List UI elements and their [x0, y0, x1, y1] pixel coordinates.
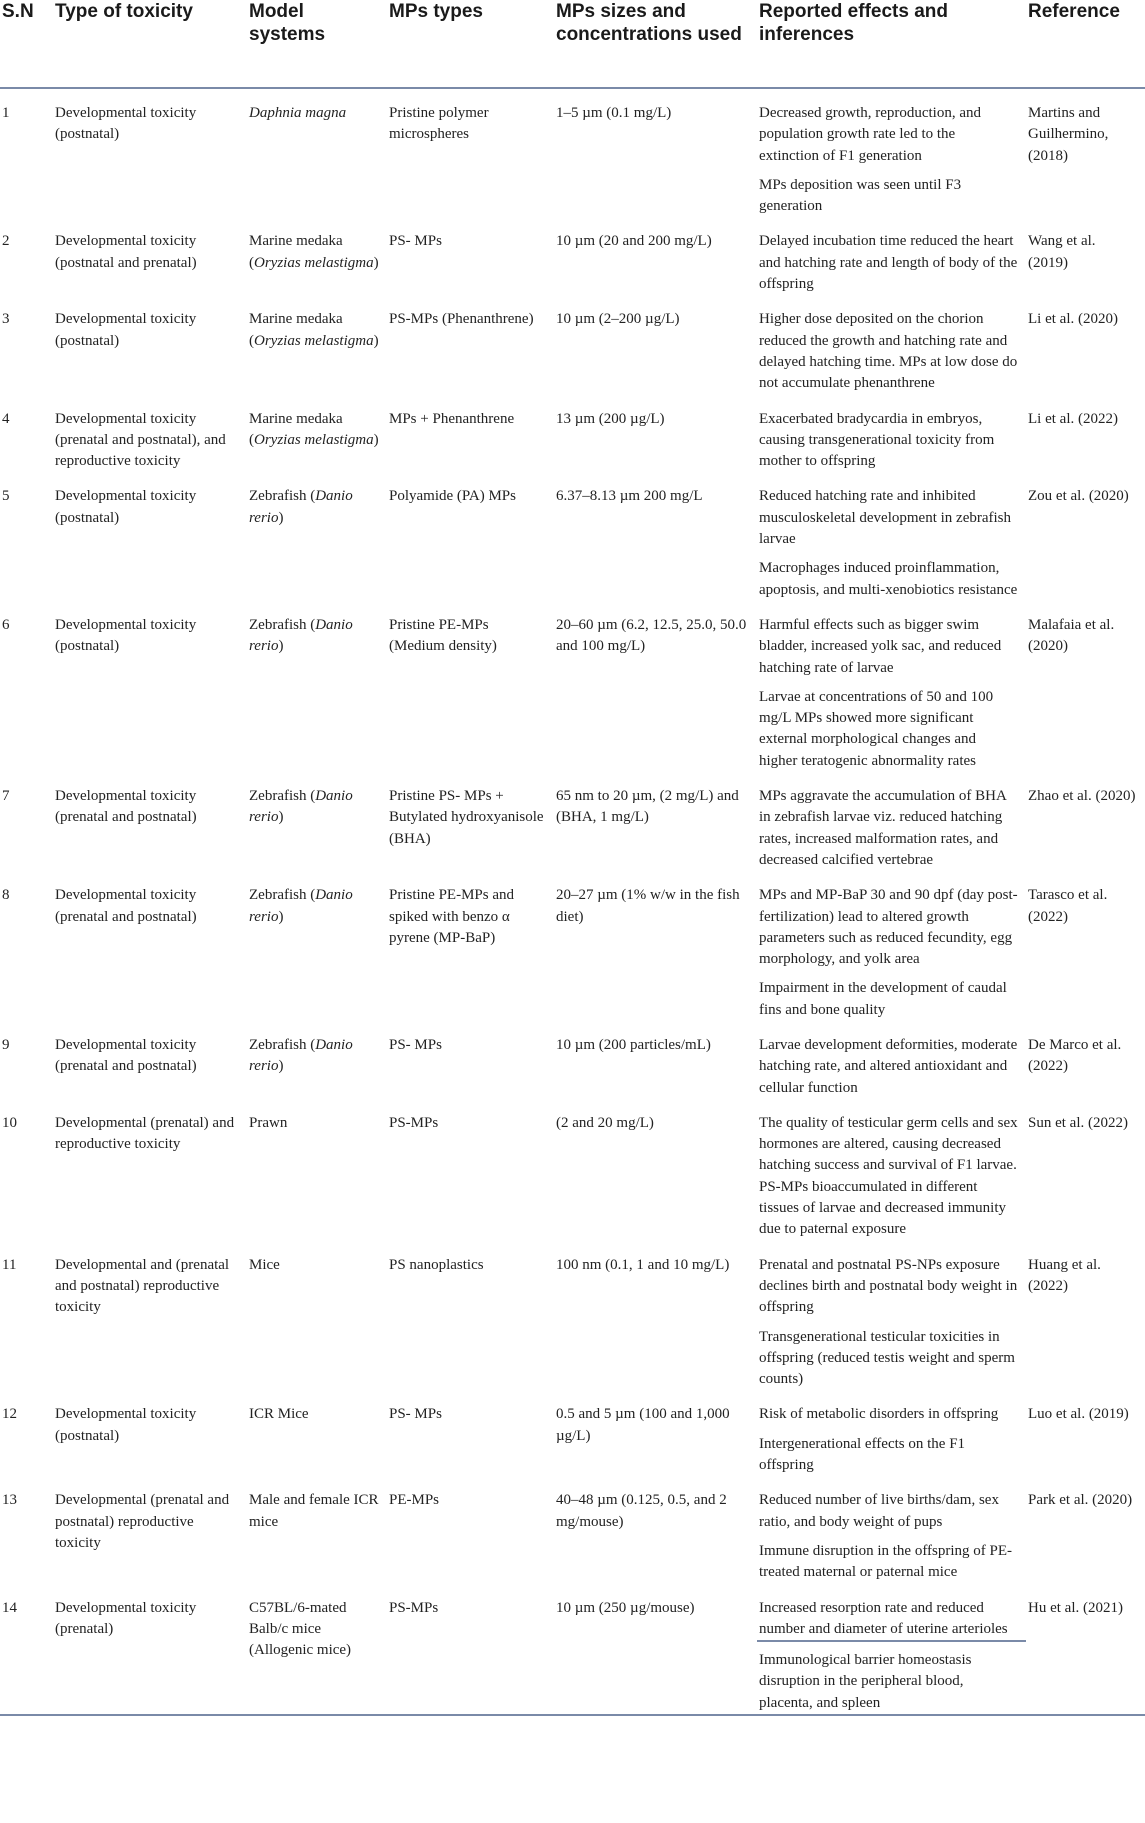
- toxicity-type-cell: Developmental toxicity (postnatal): [55, 488, 197, 526]
- table-row: [0, 217, 1145, 295]
- model-text: ICR Mice: [249, 1406, 309, 1423]
- model-text: ): [373, 254, 379, 271]
- sn-cell: 8: [2, 887, 10, 904]
- toxicity-type-cell: Developmental toxicity (prenatal and postnatal): [55, 788, 197, 826]
- model-text: Daphnia magna: [249, 105, 347, 121]
- mps-size-cell: 20–27 µm (1% w/w in the fish diet): [556, 887, 740, 925]
- toxicity-type-cell: Developmental and (prenatal and postnatal) reproductive toxicity: [55, 1256, 230, 1316]
- effect-cell: Reduced hatching rate and inhibited musculoskeletal development in zebrafish larvae: [759, 488, 1012, 548]
- toxicity-type-cell: Developmental toxicity (prenatal): [53, 1584, 247, 1715]
- effect-cell: Immune disruption in the offspring of PE-treated maternal or paternal mice: [759, 1542, 1013, 1581]
- effect-cell: Delayed incubation time reduced the heart and hatching rate and length of body of the offspring: [759, 233, 1018, 293]
- effect-cell: MPs and MP-BaP 30 and 90 dpf (day post-fertilization) lead to altered growth parameters such as reduced fecundity, egg morphology, and yolk area: [759, 887, 1018, 968]
- table-row: [0, 1584, 1145, 1642]
- table-row: [0, 1476, 1145, 1533]
- mps-type-cell: Pristine PE-MPs (Medium density): [389, 616, 497, 655]
- model-text: Marine medaka (: [249, 233, 343, 271]
- model-text: Zebrafish (: [249, 488, 316, 505]
- header-sn: S.N: [0, 0, 53, 88]
- sn-cell: 9: [2, 1036, 10, 1053]
- model-text: Zebrafish (: [249, 788, 316, 805]
- header-mps-types: MPs types: [387, 0, 554, 88]
- table-row: [0, 395, 1145, 473]
- model-system-cell: [247, 217, 387, 295]
- effect-cell: Prenatal and postnatal PS-NPs exposure declines birth and postnatal body weight in offspring: [759, 1256, 1018, 1316]
- mps-size-cell: 10 µm (2–200 µg/L): [556, 311, 680, 328]
- reference-cell: Zhao et al. (2020): [1028, 788, 1136, 805]
- model-text: Marine medaka (: [249, 311, 343, 349]
- effect-cell: Higher dose deposited on the chorion reduced the growth and hatching rate and delayed hatching time. MPs at low dose do not accumulate phenanthrene: [759, 311, 1018, 392]
- model-text: Mice: [249, 1256, 280, 1273]
- effect-cell: Exacerbated bradycardia in embryos, causing transgenerational toxicity from mother to offspring: [759, 410, 995, 470]
- model-text: ): [373, 431, 379, 448]
- sn-cell: 1: [2, 105, 10, 121]
- table-row: [0, 871, 1145, 970]
- sn-cell: 10: [2, 1114, 17, 1131]
- table-row: [0, 772, 1145, 871]
- reference-cell: Malafaia et al. (2020): [1028, 616, 1115, 655]
- model-text: ): [278, 1058, 284, 1075]
- model-text: Danio rerio: [249, 616, 353, 655]
- mps-size-cell: 0.5 and 5 µm (100 and 1,000 µg/L): [556, 1406, 730, 1444]
- mps-type-cell: PS- MPs: [389, 1406, 442, 1423]
- model-system-cell: [247, 1241, 387, 1391]
- sn-cell: 3: [2, 311, 10, 328]
- sn-cell: 13: [2, 1492, 17, 1509]
- effect-cell: Risk of metabolic disorders in offspring: [759, 1406, 999, 1423]
- mps-size-cell: 40–48 µm (0.125, 0.5, and 2 mg/mouse): [556, 1492, 727, 1530]
- mps-size-cell: (2 and 20 mg/L): [556, 1114, 654, 1131]
- header-model: Model systems: [247, 0, 387, 88]
- mps-type-cell: Pristine PS- MPs + Butylated hydroxyanisole (BHA): [389, 788, 544, 847]
- mps-type-cell: PS- MPs: [389, 1036, 442, 1053]
- model-text: ): [278, 509, 284, 526]
- model-system-cell: [247, 295, 387, 394]
- effect-cell: MPs aggravate the accumulation of BHA in zebrafish larvae viz. reduced hatching rates, increased malformation rates, and decreased calcified vertebrae: [759, 788, 1007, 868]
- mps-size-cell: 10 µm (200 particles/mL): [556, 1036, 711, 1053]
- model-text: ): [278, 638, 284, 655]
- effect-cell: Impairment in the development of caudal fins and bone quality: [759, 980, 1007, 1018]
- toxicity-type-cell: Developmental toxicity (postnatal): [55, 616, 197, 655]
- model-text: Oryzias melastigma: [254, 431, 374, 448]
- model-text: ): [278, 908, 284, 925]
- mps-type-cell: Pristine PE-MPs and spiked with benzo α pyrene (MP-BaP): [389, 887, 515, 946]
- mps-size-cell: 1–5 µm (0.1 mg/L): [556, 105, 672, 121]
- effect-cell: Reduced number of live births/dam, sex ratio, and body weight of pups: [759, 1492, 999, 1530]
- mps-type-cell: PS- MPs: [389, 233, 442, 250]
- header-reference: Reference: [1026, 0, 1145, 88]
- mps-type-cell: PS-MPs: [389, 1114, 439, 1131]
- table-row: [0, 601, 1145, 679]
- reference-cell: Hu et al. (2021): [1026, 1584, 1145, 1715]
- effect-cell: Immunological barrier homeostasis disruption in the peripheral blood, placenta, and spleen: [757, 1641, 1026, 1715]
- effect-cell: The quality of testicular germ cells and sex hormones are altered, causing decreased hatching success and survival of F1 larvae. PS-MPs bioaccumulated in different tissues of larvae and decreased immunity due to paternal exposure: [759, 1114, 1018, 1238]
- table-body: [0, 88, 1145, 1715]
- reference-cell: Zou et al. (2020): [1028, 488, 1129, 505]
- toxicity-type-cell: Developmental toxicity (postnatal): [55, 105, 197, 143]
- mps-size-cell: 20–60 µm (6.2, 12.5, 25.0, 50.0 and 100 mg/L): [556, 616, 747, 655]
- effect-cell: Intergenerational effects on the F1 offspring: [759, 1435, 966, 1474]
- model-text: Oryzias melastigma: [254, 332, 374, 349]
- table-row: [0, 295, 1145, 394]
- model-text: Danio rerio: [249, 788, 353, 826]
- toxicity-type-cell: Developmental (prenatal and postnatal) reproductive toxicity: [55, 1492, 230, 1551]
- model-system-cell: [247, 395, 387, 473]
- reference-cell: Wang et al. (2019): [1028, 233, 1096, 271]
- model-system-cell: [247, 601, 387, 772]
- model-text: Zebrafish (: [249, 1036, 316, 1053]
- table-row: [0, 472, 1145, 550]
- model-text: Danio rerio: [249, 488, 353, 526]
- mps-size-cell: 13 µm (200 µg/L): [556, 410, 665, 427]
- sn-cell: 11: [2, 1256, 17, 1273]
- table-row: [0, 1241, 1145, 1319]
- header-type: Type of toxicity: [53, 0, 247, 88]
- effect-cell: MPs deposition was seen until F3 generation: [759, 176, 962, 215]
- mps-size-cell: 10 µm (250 µg/mouse): [554, 1584, 757, 1715]
- model-text: C57BL/6-mated Balb/c mice (Allogenic mice): [249, 1599, 352, 1659]
- effect-cell: Larvae development deformities, moderate hatching rate, and altered antioxidant and cellular function: [759, 1036, 1018, 1096]
- table-row: [0, 1099, 1145, 1241]
- sn-cell: 7: [2, 788, 10, 805]
- mps-size-cell: 10 µm (20 and 200 mg/L): [556, 233, 712, 250]
- toxicity-type-cell: Developmental toxicity (prenatal and postnatal): [55, 1036, 197, 1075]
- table-row: [0, 1390, 1145, 1425]
- effect-cell: Transgenerational testicular toxicities in offspring (reduced testis weight and sperm counts): [759, 1328, 1015, 1388]
- model-text: Zebrafish (: [249, 616, 316, 633]
- mps-type-cell: Polyamide (PA) MPs: [389, 488, 516, 505]
- header-effects: Reported effects and inferences: [757, 0, 1026, 88]
- reference-cell: Park et al. (2020): [1028, 1492, 1133, 1509]
- reference-cell: Martins and Guilhermino, (2018): [1028, 105, 1109, 164]
- mps-type-cell: PE-MPs: [389, 1492, 440, 1509]
- model-text: Oryzias melastigma: [254, 254, 374, 271]
- mps-type-cell: MPs + Phenanthrene: [389, 410, 515, 427]
- reference-cell: Tarasco et al. (2022): [1028, 887, 1108, 925]
- toxicity-type-cell: Developmental toxicity (prenatal and postnatal), and reproductive toxicity: [55, 410, 226, 470]
- sn-cell: 5: [2, 488, 10, 505]
- effect-cell: Decreased growth, reproduction, and population growth rate led to the extinction of F1 generation: [759, 105, 981, 164]
- sn-cell: 4: [2, 410, 10, 427]
- model-text: Danio rerio: [249, 1036, 353, 1075]
- toxicity-type-cell: Developmental toxicity (postnatal): [55, 311, 197, 349]
- model-text: Male and female ICR mice: [249, 1492, 379, 1530]
- toxicity-type-cell: Developmental toxicity (prenatal and postnatal): [55, 887, 197, 925]
- model-text: Marine medaka (: [249, 410, 343, 448]
- table-row: [0, 1021, 1145, 1099]
- mps-type-cell: PS-MPs (Phenanthrene): [389, 311, 534, 328]
- model-system-cell: [247, 1021, 387, 1099]
- mps-size-cell: 6.37–8.13 µm 200 mg/L: [556, 488, 703, 505]
- reference-cell: Li et al. (2020): [1028, 311, 1118, 328]
- mps-size-cell: 100 nm (0.1, 1 and 10 mg/L): [556, 1256, 730, 1273]
- reference-cell: Luo et al. (2019): [1028, 1406, 1129, 1423]
- model-system-cell: [247, 88, 387, 217]
- model-system-cell: [247, 1476, 387, 1583]
- model-system-cell: [247, 772, 387, 871]
- effect-cell: Larvae at concentrations of 50 and 100 mg/L MPs showed more significant external morphological changes and higher teratogenic abnormality rates: [759, 688, 994, 769]
- toxicity-type-cell: Developmental toxicity (postnatal): [55, 1406, 197, 1444]
- table-header: [0, 0, 1145, 88]
- reference-cell: Sun et al. (2022): [1028, 1114, 1128, 1131]
- mps-type-cell: PS-MPs: [387, 1584, 554, 1715]
- model-system-cell: [247, 472, 387, 600]
- reference-cell: Huang et al. (2022): [1028, 1256, 1101, 1294]
- toxicity-type-cell: Developmental toxicity (postnatal and prenatal): [55, 233, 197, 271]
- sn-cell: 6: [2, 616, 10, 633]
- sn-cell: 2: [2, 233, 10, 250]
- sn-cell: 14: [0, 1584, 53, 1715]
- table-row: [0, 88, 1145, 167]
- reference-cell: De Marco et al. (2022): [1028, 1036, 1122, 1075]
- model-system-cell: [247, 1390, 387, 1476]
- model-system-cell: [247, 1584, 387, 1715]
- model-text: Danio rerio: [249, 887, 353, 925]
- model-system-cell: [247, 871, 387, 1021]
- model-system-cell: [247, 1099, 387, 1241]
- model-text: ): [278, 809, 284, 826]
- mps-type-cell: PS nanoplastics: [389, 1256, 484, 1273]
- mps-size-cell: 65 nm to 20 µm, (2 mg/L) and (BHA, 1 mg/L): [556, 788, 739, 826]
- effect-cell: Macrophages induced proinflammation, apoptosis, and multi-xenobiotics resistance: [759, 560, 1018, 598]
- toxicity-type-cell: Developmental (prenatal) and reproductive toxicity: [55, 1114, 235, 1153]
- header-mps-sizes: MPs sizes and concentrations used: [554, 0, 757, 88]
- effect-cell: Harmful effects such as bigger swim bladder, increased yolk sac, and reduced hatching rate of larvae: [759, 616, 1002, 676]
- model-text: Prawn: [249, 1114, 288, 1131]
- model-text: ): [373, 332, 379, 349]
- reference-cell: Li et al. (2022): [1028, 410, 1118, 427]
- effect-cell: Increased resorption rate and reduced number and diameter of uterine arterioles: [757, 1584, 1026, 1642]
- model-text: Zebrafish (: [249, 887, 316, 904]
- sn-cell: 12: [2, 1406, 17, 1423]
- mps-type-cell: Pristine polymer microspheres: [389, 105, 489, 143]
